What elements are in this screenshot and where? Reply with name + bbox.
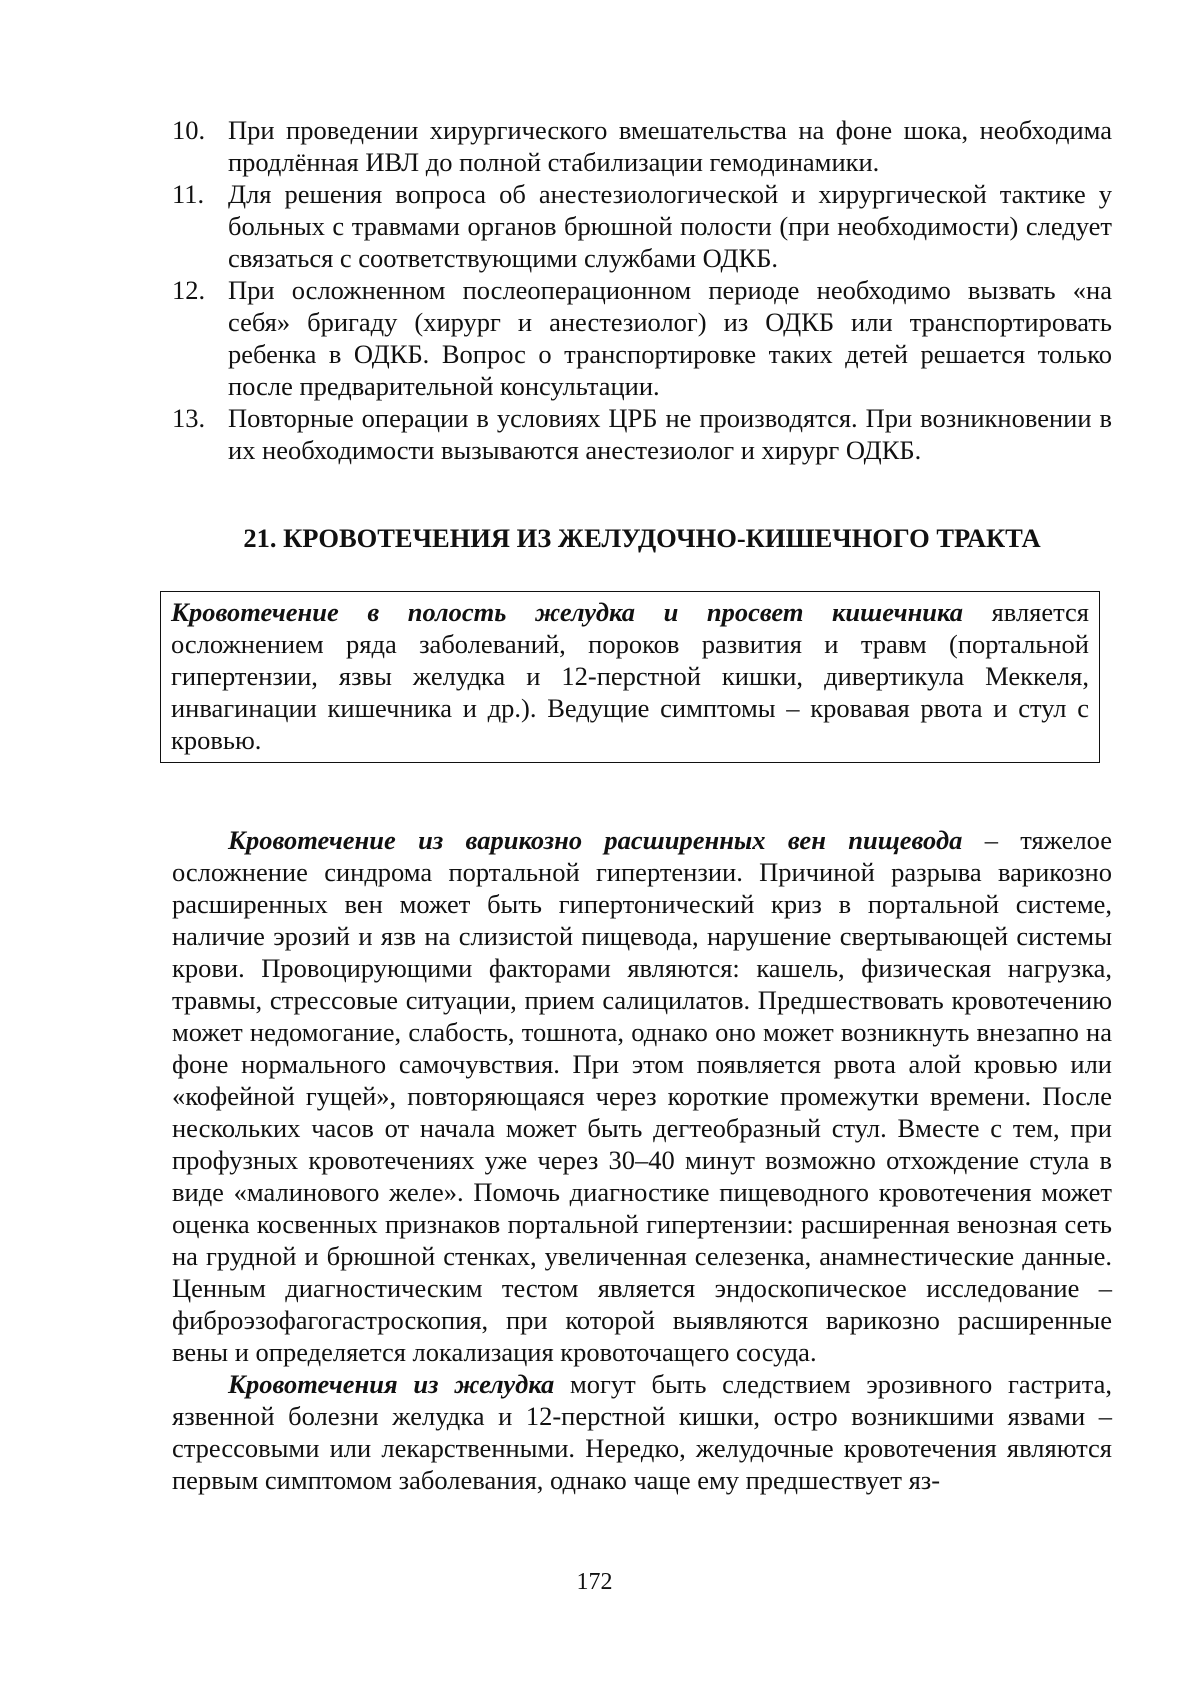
list-item-number: 12. <box>172 275 206 305</box>
list-item-number: 13. <box>172 403 206 433</box>
paragraph-term: Кровотечения из желудка <box>228 1369 555 1399</box>
paragraph <box>172 824 1112 1368</box>
definition-text: является осложнением ряда заболеваний, пороков развития и травм (портальной гипертензии, язвы желудка и 12-перстной кишки, дивертикула Меккеля, инвагинации кишечника и др.). Ведущие симптомы – кровавая рвота и стул с кровью. <box>171 597 1089 755</box>
numbered-list <box>172 114 1112 466</box>
paragraph-text: могут быть следствием эрозивного гастрита, язвенной болезни желудка и 12-перстной кишки, остро возникшими язвами – стрессовыми или лекарственными. Нередко, желудочные кровотечения являются первым симптомом заболевания, однако чаще ему предшествует яз- <box>172 1369 1112 1495</box>
paragraph-term: Кровотечение из варикозно расширенных вен пищевода <box>228 825 963 855</box>
paragraph <box>172 1368 1112 1496</box>
list-item <box>172 274 1112 402</box>
list-item <box>172 114 1112 178</box>
body-text <box>172 824 1112 1496</box>
list-item-number: 11. <box>172 179 205 209</box>
list-item-text: При осложненном послеоперационном периоде необходимо вызвать «на себя» бригаду (хирург и анестезиолог) из ОДКБ или транспортировать ребенка в ОДКБ. Вопрос о транспортировке таких детей решается только после предварительной консультации. <box>228 275 1112 401</box>
list-item <box>172 178 1112 274</box>
list-item <box>172 402 1112 466</box>
list-item-number: 10. <box>172 115 206 145</box>
list-item-text: При проведении хирургического вмешательства на фоне шока, необходима продлённая ИВЛ до полной стабилизации гемодинамики. <box>228 115 1112 177</box>
list-item-text: Повторные операции в условиях ЦРБ не производятся. При возникновении в их необходимости вызываются анестезиолог и хирург ОДКБ. <box>228 403 1112 465</box>
definition-box <box>160 591 1100 763</box>
list-item-text: Для решения вопроса об анестезиологической и хирургической тактике у больных с травмами органов брюшной полости (при необходимости) следует связаться с соответствующими службами ОДКБ. <box>228 179 1112 273</box>
paragraph-text: – тяжелое осложнение синдрома портальной гипертензии. Причиной разрыва варикозно расширенных вен может быть гипертонический криз в портальной системе, наличие эрозий и язв на слизистой пищевода, нарушение свертывающей системы крови. Провоцирующими факторами являются: кашель, физическая нагрузка, травмы, стрессовые ситуации, прием салицилатов. Предшествовать кровотечению может недомогание, слабость, тошнота, однако оно может возникнуть внезапно на фоне нормального самочувствия. При этом появляется рвота алой кровью или «кофейной гущей», повторяющаяся через короткие промежутки времени. После нескольких часов от начала может быть дегтеобразный стул. Вместе с тем, при профузных кровотечениях уже через 30–40 минут возможно отхождение стула в виде «малинового желе». Помочь диагностике пищеводного кровотечения может оценка косвенных признаков портальной гипертензии: расширенная венозная сеть на грудной и брюшной стенках, увеличенная селезенка, анамнестические данные. Ценным диагностическим тестом является эндоскопическое исследование – фиброэзофагогастроскопия, при которой выявляются варикозно расширенные вены и определяется локализация кровоточащего сосуда. <box>172 825 1113 1367</box>
definition-term: Кровотечение в полость желудка и просвет кишечника <box>171 597 964 627</box>
section-heading: 21. КРОВОТЕЧЕНИЯ ИЗ ЖЕЛУДОЧНО-КИШЕЧНОГО ТРАКТА <box>243 523 1041 553</box>
page-number: 172 <box>576 1569 613 1595</box>
